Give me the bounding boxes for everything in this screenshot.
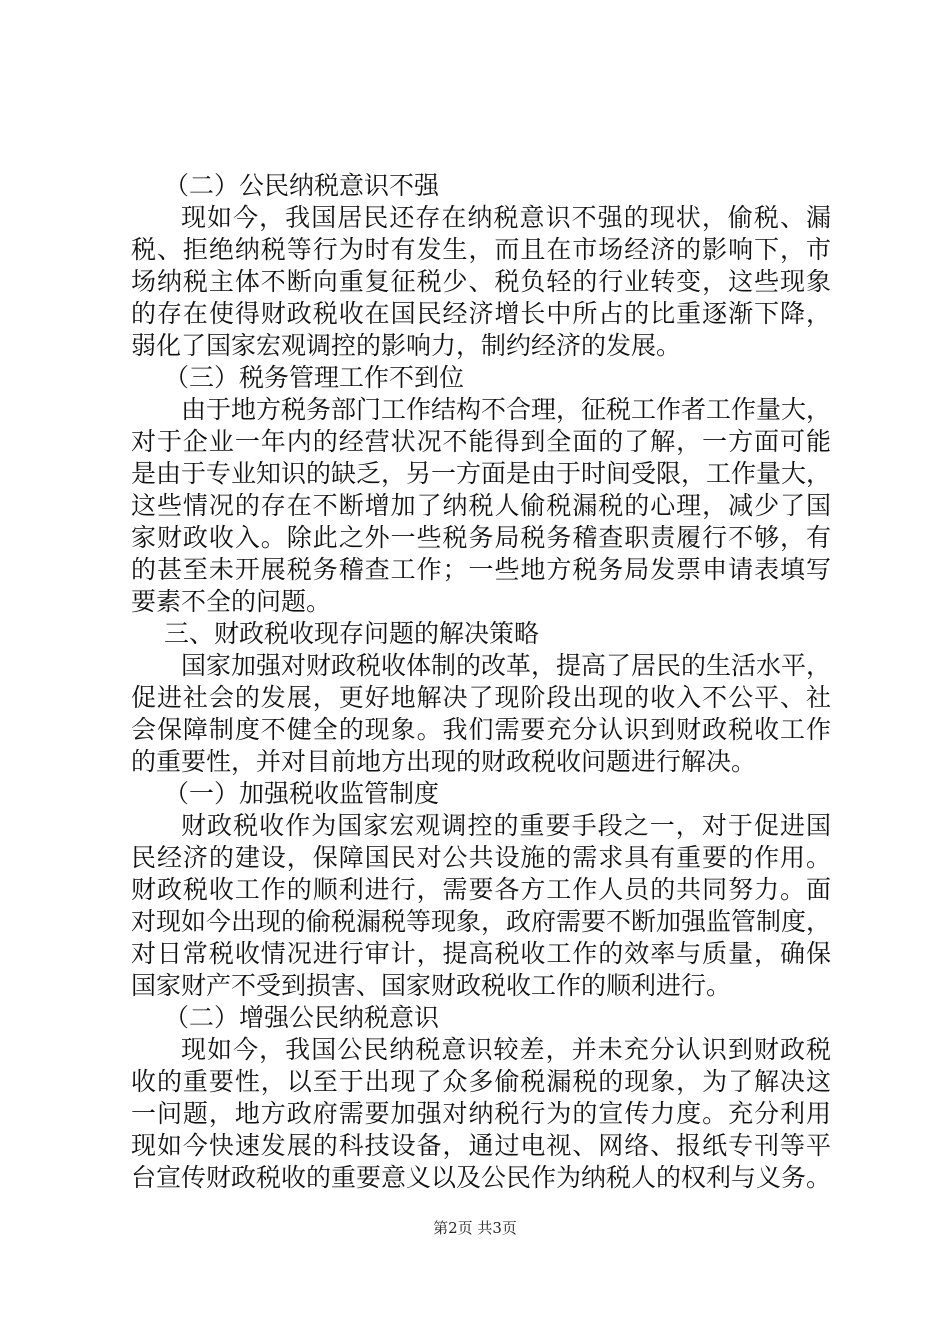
paragraph-line: 财政税收作为国家宏观调控的重要手段之一，对于促进国 [181, 811, 831, 840]
paragraph-line: 现如今，我国公民纳税意识较差，并未充分认识到财政税 [181, 1035, 831, 1064]
section-heading: （二）公民纳税意识不强 [164, 171, 440, 200]
paragraph-line: 这些情况的存在不断增加了纳税人偷税漏税的心理，减少了国 [131, 491, 831, 520]
paragraph-line: 国家财产不受到损害、国家财政税收工作的顺利进行。 [131, 971, 732, 1000]
section-heading: 三、财政税收现存问题的解决策略 [164, 619, 540, 648]
paragraph-line: 对现如今出现的偷税漏税等现象，政府需要不断加强监管制度， [131, 907, 832, 936]
paragraph-line: 现如今，我国居民还存在纳税意识不强的现状，偷税、漏 [181, 203, 831, 232]
section-heading: （一）加强税收监管制度 [164, 779, 440, 808]
paragraph-line: 收的重要性，以至于出现了众多偷税漏税的现象，为了解决这 [131, 1067, 831, 1096]
paragraph-line: 台宣传财政税收的重要意义以及公民作为纳税人的权利与义务。 [131, 1163, 832, 1192]
page-number-footer: 第2页 共3页 [433, 1219, 517, 1237]
paragraph-line: 要素不全的问题。 [131, 587, 332, 616]
paragraph-line: 的甚至未开展税务稽查工作；一些地方税务局发票申请表填写 [131, 555, 831, 584]
paragraph-line: 场纳税主体不断向重复征税少、税负轻的行业转变，这些现象 [131, 267, 831, 296]
paragraph-line: 对于企业一年内的经营状况不能得到全面的了解，一方面可能 [131, 427, 831, 456]
paragraph-line: 现如今快速发展的科技设备，通过电视、网络、报纸专刊等平 [131, 1131, 831, 1160]
document-body [131, 170, 831, 1194]
paragraph-line: 一问题，地方政府需要加强对纳税行为的宣传力度。充分利用 [131, 1099, 831, 1128]
paragraph-line: 民经济的建设，保障国民对公共设施的需求具有重要的作用。 [131, 843, 831, 872]
paragraph-line: 的存在使得财政税收在国民经济增长中所占的比重逐渐下降， [131, 299, 831, 328]
paragraph-line: 会保障制度不健全的现象。我们需要充分认识到财政税收工作 [131, 715, 831, 744]
paragraph-line: 财政税收工作的顺利进行，需要各方工作人员的共同努力。面 [131, 875, 831, 904]
paragraph-line: 由于地方税务部门工作结构不合理，征税工作者工作量大， [181, 395, 832, 424]
paragraph-line: 家财政收入。除此之外一些税务局税务稽查职责履行不够，有 [131, 523, 831, 552]
paragraph-line: 是由于专业知识的缺乏，另一方面是由于时间受限，工作量大， [131, 459, 832, 488]
paragraph-line: 促进社会的发展，更好地解决了现阶段出现的收入不公平、社 [131, 683, 831, 712]
section-heading: （二）增强公民纳税意识 [164, 1003, 440, 1032]
paragraph-line: 税、拒绝纳税等行为时有发生，而且在市场经济的影响下，市 [131, 235, 831, 264]
section-heading: （三）税务管理工作不到位 [164, 363, 465, 392]
paragraph-line: 弱化了国家宏观调控的影响力，制约经济的发展。 [131, 331, 682, 360]
paragraph-line: 国家加强对财政税收体制的改革，提高了居民的生活水平， [181, 651, 832, 680]
paragraph-line: 对日常税收情况进行审计，提高税收工作的效率与质量，确保 [131, 939, 831, 968]
paragraph-line: 的重要性，并对目前地方出现的财政税收问题进行解决。 [131, 747, 757, 776]
